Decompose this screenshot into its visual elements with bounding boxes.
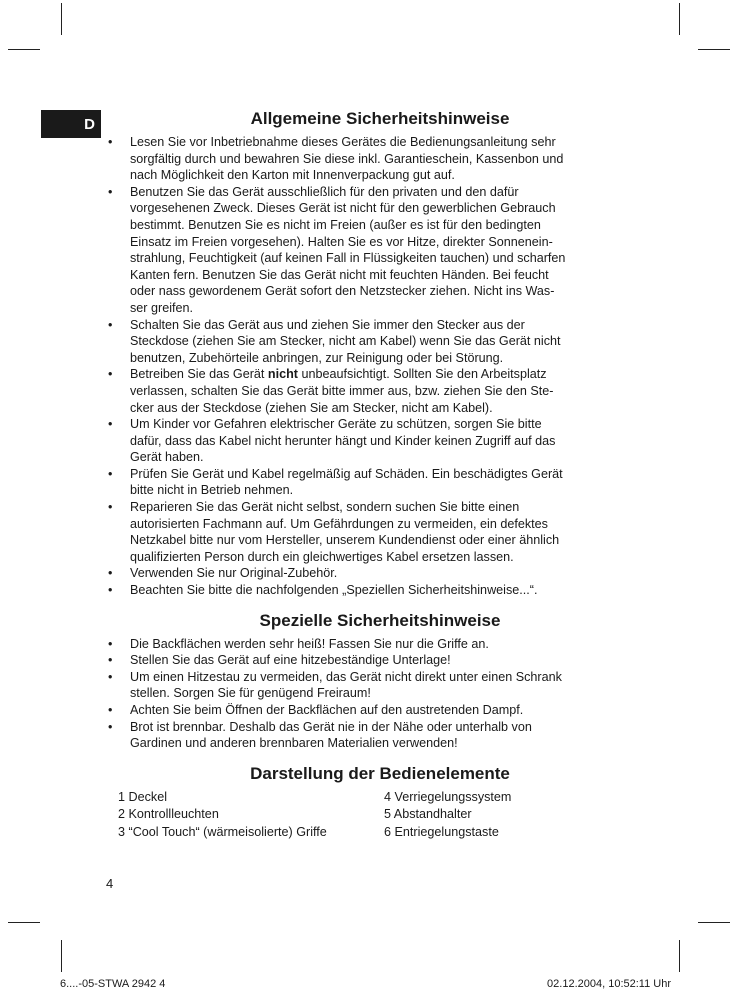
bullet-icon: • [108, 317, 113, 332]
bullet-text: Lesen Sie vor Inbetriebnahme dieses Gerätes die Bedienungsanleitung sehr sorgfältig durch und bewahren Sie diese inkl. Garantieschein, Kassenbon und nach Möglichkeit den Karton mit Innenverpackung gut auf. [130, 135, 564, 183]
crop-mark [698, 922, 730, 923]
bullet-item [108, 582, 638, 599]
controls-right-column [384, 789, 584, 842]
controls-left-column [118, 789, 384, 842]
general-safety-list [108, 134, 638, 599]
control-item: 6 Entriegelungstaste [384, 824, 499, 839]
bullet-text: Achten Sie beim Öffnen der Backflächen auf den austretenden Dampf. [130, 703, 524, 717]
control-item: 1 Deckel [118, 789, 167, 804]
bullet-item [108, 499, 638, 565]
bullet-icon: • [108, 636, 113, 651]
control-item: 2 Kontrollleuchten [118, 807, 219, 822]
control-item: 5 Abstandhalter [384, 807, 472, 822]
emphasis-text: nicht [267, 367, 299, 382]
bullet-icon: • [108, 669, 113, 684]
crop-mark [698, 49, 730, 50]
controls-list [118, 789, 638, 842]
bullet-text: Um Kinder vor Gefahren elektrischer Geräte zu schützen, sorgen Sie bitte dafür, dass das Kabel nicht herunter hängt und Kinder keinen Zugriff auf das Gerät haben. [130, 417, 556, 465]
bullet-text: Betreiben Sie das Gerät [130, 367, 268, 382]
bullet-text: Die Backflächen werden sehr heiß! Fassen Sie nur die Griffe an. [130, 636, 489, 651]
bullet-icon: • [108, 719, 113, 734]
bullet-item [108, 719, 638, 752]
bullet-icon: • [108, 417, 113, 432]
bullet-item [108, 669, 638, 702]
control-item: 3 “Cool Touch“ (wärmeisolierte) Griffe [118, 824, 327, 839]
bullet-text: Verwenden Sie nur Original-Zubehör. [130, 566, 338, 581]
bullet-item [108, 565, 638, 582]
bullet-icon: • [108, 184, 113, 199]
controls-heading: Darstellung der Bedienelemente [250, 763, 510, 783]
bullet-item [108, 184, 638, 317]
bullet-text: Reparieren Sie das Gerät nicht selbst, sondern suchen Sie bitte einen autorisierten Fachmann auf. Um Gefährdungen zu vermeiden, ein defektes Netzkabel bitte nur vom Hersteller, unserem Kundendienst oder einer ähnlich qualifizierten Person durch ein gleichwertiges Kabel ersetzen lassen. [130, 500, 560, 564]
bullet-icon: • [108, 566, 113, 581]
crop-mark [679, 3, 680, 35]
bullet-icon: • [108, 653, 113, 668]
bullet-text: Stellen Sie das Gerät auf eine hitzebeständige Unterlage! [130, 653, 451, 668]
crop-mark [8, 922, 40, 923]
general-safety-heading: Allgemeine Sicherheitshinweise [250, 109, 510, 128]
bullet-text: Beachten Sie bitte die nachfolgenden „Speziellen Sicherheitshinweise...“. [130, 583, 538, 598]
footer-timestamp: 02.12.2004, 10:52:11 Uhr [547, 978, 671, 990]
bullet-text: Benutzen Sie das Gerät ausschließlich für den privaten und den dafür vorgesehenen Zweck. Dieses Gerät ist nicht für den gewerblichen Gebrauch bestimmt. Benutzen Sie es nicht im Freien (außer es ist für den bedingten Einsatz im Freien vorgesehen). Halten Sie es vor Hitze, direkter Sonnenein- strahlung, Feuchtigkeit (auf keinen Fall in Flüssigkeiten tauchen) und scharfen Kanten fern. Benutzen Sie das Gerät nicht mit feuchten Händen. Bei feucht oder nass gewordenem Gerät sofort den Netzstecker ziehen. Nicht ins Was- ser greifen. [130, 184, 566, 315]
bullet-item [108, 317, 638, 367]
bullet-icon: • [108, 135, 113, 149]
bullet-icon: • [108, 583, 113, 598]
bullet-item [108, 636, 638, 653]
page-content [108, 108, 638, 842]
bullet-item [108, 652, 638, 669]
control-item: 4 Verriegelungssystem [384, 789, 512, 804]
language-tab: D [41, 110, 101, 138]
bullet-icon: • [108, 466, 113, 481]
crop-mark [61, 3, 62, 35]
bullet-item [108, 466, 638, 499]
bullet-text: Brot ist brennbar. Deshalb das Gerät nie in der Nähe oder unterhalb von Gardinen und anderen brennbaren Materialien verwenden! [130, 719, 532, 751]
bullet-text: Um einen Hitzestau zu vermeiden, das Gerät nicht direkt unter einen Schrank stellen. Sorgen Sie für genügend Freiraum! [130, 669, 562, 701]
bullet-text: unbeaufsichtigt. Sollten Sie den Arbeitsplatz verlassen, schalten Sie das Gerät bitte immer aus, bzw. ziehen Sie den Ste- cker aus der Steckdose (ziehen Sie am Stecker, nicht am Kabel). [130, 367, 554, 415]
bullet-item [108, 416, 638, 466]
special-safety-list [108, 636, 638, 752]
bullet-item [108, 366, 638, 416]
crop-mark [8, 49, 40, 50]
bullet-text: Prüfen Sie Gerät und Kabel regelmäßig auf Schäden. Ein beschädigtes Gerät bitte nicht in Betrieb nehmen. [130, 466, 563, 498]
bullet-item [108, 134, 638, 184]
bullet-item [108, 702, 638, 719]
bullet-icon: • [108, 703, 113, 717]
page-number: 4 [106, 876, 114, 891]
bullet-icon: • [108, 500, 113, 515]
crop-mark [679, 940, 680, 972]
bullet-text: Schalten Sie das Gerät aus und ziehen Sie immer den Stecker aus der Steckdose (ziehen Sie am Stecker, nicht am Kabel) wenn Sie das Gerät nicht benutzen, Zubehörteile anbringen, zur Reinigung oder bei Störung. [130, 317, 561, 365]
bullet-icon: • [108, 367, 113, 382]
footer-file-info: 6....-05-STWA 2942 4 [60, 978, 166, 990]
crop-mark [61, 940, 62, 972]
special-safety-heading: Spezielle Sicherheitshinweise [259, 610, 501, 630]
